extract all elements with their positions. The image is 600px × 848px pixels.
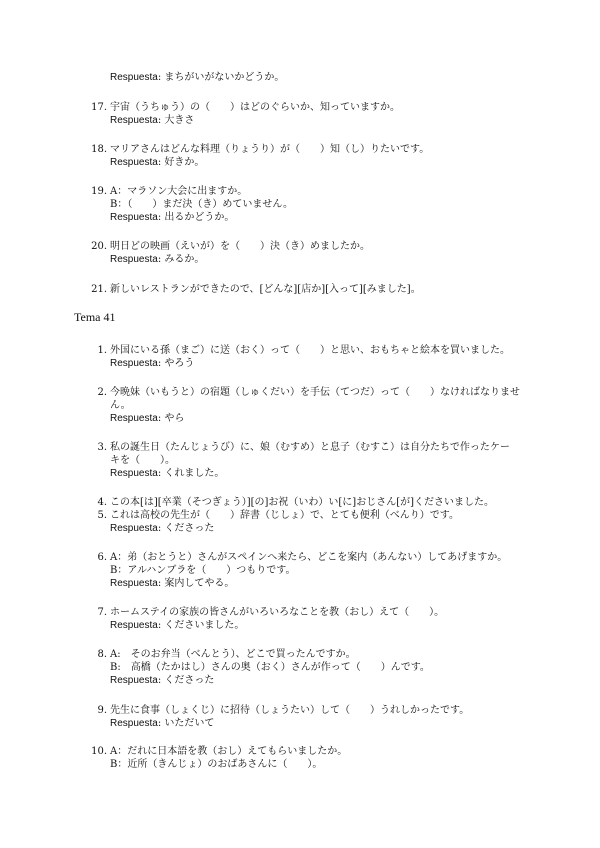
item-text: A：マラソン大会に出ますか。 [110, 186, 248, 197]
item-number: 3. [97, 442, 107, 453]
list-item [0, 745, 600, 771]
item-text: ん。 [110, 400, 131, 411]
item-text: マリアさんはどんな料理（りょうり）が（ ）知（し）りたいです。 [110, 144, 430, 155]
answer-line [110, 357, 194, 370]
item-text: 明日どの映画（えいが）を（ ）決（き）めましたか。 [110, 241, 370, 252]
item-number: 9. [97, 705, 107, 716]
answer-text: : くださった [157, 523, 215, 534]
item-text: A: そのお弁当（べんとう）、どこで買ったんですか。 [110, 649, 356, 660]
list-item [0, 441, 600, 480]
answer-line [110, 619, 244, 632]
item-text: 宇宙（うちゅう）の（ ）はどのぐらいか、知っていますか。 [110, 102, 400, 113]
list-item [0, 185, 600, 224]
answer-label: Respuesta [110, 358, 158, 369]
answer-label: Respuesta [110, 413, 158, 424]
item-number: 18. [91, 144, 107, 155]
item-number: 8. [97, 649, 107, 660]
list-item [0, 386, 600, 425]
item-text: ホームステイの家族の皆さんがいろいろなことを教（おし）えて（ ）。 [110, 607, 445, 618]
item-text: A：弟（おとうと）さんがスペインへ来たら、どこを案内（あんない）してあげますか。 [110, 552, 508, 563]
list-item [0, 551, 600, 590]
item-number: 10. [91, 746, 107, 757]
answer-line [110, 412, 184, 425]
item-text: 今晩妹（いもうと）の宿題（しゅくだい）を手伝（てつだ）って（ ）なければなりませ [110, 387, 520, 398]
answer-text: : くださいました。 [157, 620, 245, 631]
list-item [0, 344, 600, 370]
answer-text: : まちがいがないかどうか。 [157, 72, 285, 83]
section-heading: Tema 41 [74, 310, 116, 324]
item-number: 6. [97, 552, 107, 563]
answer-label: Respuesta [110, 718, 158, 729]
answer-line [110, 522, 214, 535]
item-number: 1. [97, 345, 107, 356]
answer-line [110, 717, 214, 730]
answer-line [110, 253, 204, 266]
item-text: B: 高橋（たかはし）さんの奥（おく）さんが作って（ ）んです。 [110, 662, 430, 673]
answer-label: Respuesta [110, 72, 158, 83]
item-number: 20. [91, 241, 107, 252]
answer-text: : 案内してやる。 [157, 578, 235, 589]
answer-text: : やら [157, 413, 185, 424]
item-text: 外国にいる孫（まご）に送（おく）って（ ）と思い、おもちゃと絵本を買いました。 [110, 345, 510, 356]
answer-text: : 大きさ [157, 115, 195, 126]
answer-text: : 出るかどうか。 [157, 212, 235, 223]
item-number: 17. [91, 102, 107, 113]
list-item [0, 509, 600, 535]
answer-line [110, 71, 284, 84]
list-item [0, 71, 600, 84]
answer-text: : くださった [157, 675, 215, 686]
item-number: 19. [91, 186, 107, 197]
answer-text: : くれました。 [157, 468, 225, 479]
list-item [0, 704, 600, 730]
answer-line [110, 156, 204, 169]
answer-label: Respuesta [110, 157, 158, 168]
item-text: 先生に食事（しょくじ）に招待（しょうたい）して（ ）うれしかったです。 [110, 705, 470, 716]
item-text: B：近所（きんじょ）のおばあさんに（ ）。 [110, 759, 323, 770]
item-text: この本[は][卒業（そつぎょう）][の]お祝（いわ）い[に]おじさん[が]くださいました。 [110, 497, 495, 508]
answer-line [110, 674, 214, 687]
list-item [0, 606, 600, 632]
answer-label: Respuesta [110, 468, 158, 479]
answer-label: Respuesta [110, 523, 158, 534]
answer-label: Respuesta [110, 254, 158, 265]
answer-label: Respuesta [110, 620, 158, 631]
answer-label: Respuesta [110, 212, 158, 223]
item-text: A：だれに日本語を教（おし）えてもらいましたか。 [110, 746, 348, 757]
item-number: 4. [97, 497, 107, 508]
answer-label: Respuesta [110, 675, 158, 686]
item-text: 新しいレストランができたので、[どんな][店か][入って][みました]。 [110, 284, 421, 295]
list-item [0, 648, 600, 687]
list-item [0, 101, 600, 127]
answer-label: Respuesta [110, 115, 158, 126]
answer-line [110, 577, 234, 590]
answer-text: : 好きか。 [157, 157, 205, 168]
item-number: 5. [97, 510, 107, 521]
answer-line [110, 467, 224, 480]
answer-text: : やろう [157, 358, 195, 369]
list-item [0, 143, 600, 169]
item-text: これは高校の先生が（ ）辞書（じしょ）で、とても便利（べんり）です。 [110, 510, 459, 521]
list-item [0, 496, 600, 509]
item-text: 私の誕生日（たんじょうび）に、娘（むすめ）と息子（むすこ）は自分たちで作ったケー [110, 442, 510, 453]
item-text: B：（ ）まだ決（き）めていません。 [110, 199, 293, 210]
answer-label: Respuesta [110, 578, 158, 589]
answer-line [110, 114, 194, 127]
item-number: 2. [97, 387, 107, 398]
item-text: B：アルハンブラを（ ）つもりです。 [110, 565, 296, 576]
answer-text: : みるか。 [157, 254, 205, 265]
list-item [0, 283, 600, 296]
item-text: キを（ ）。 [110, 455, 175, 466]
item-number: 7. [97, 607, 107, 618]
answer-line [110, 211, 234, 224]
answer-text: : いただいて [157, 718, 215, 729]
item-number: 21. [91, 284, 107, 295]
list-item [0, 240, 600, 266]
